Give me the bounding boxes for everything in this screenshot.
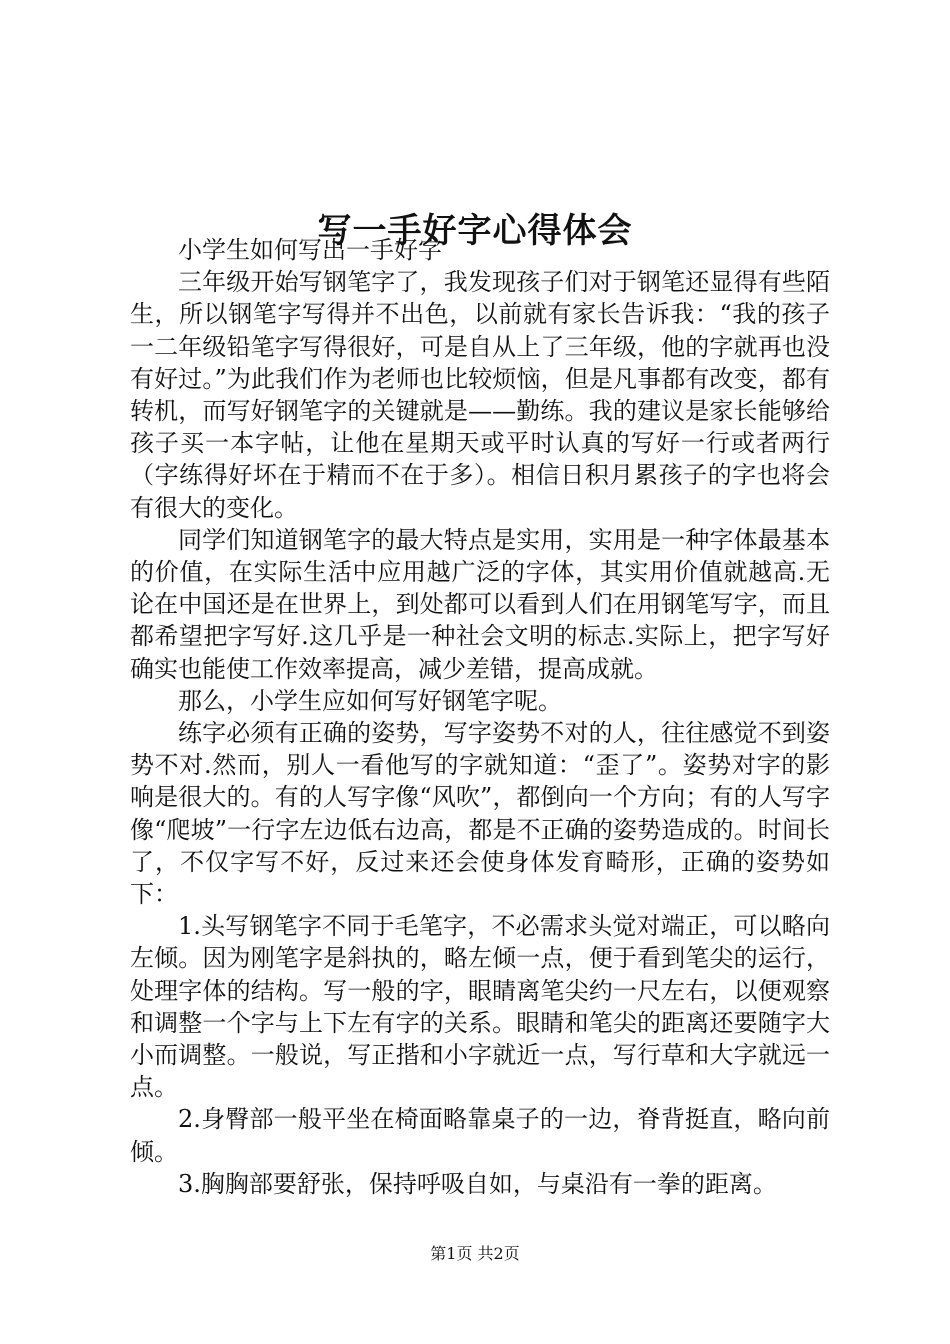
page-footer: 第1页 共2页 — [430, 1244, 520, 1263]
list-item-2: 2.身臀部一般平坐在椅面略靠桌子的一边，脊背挺直，略向前倾。 — [130, 1105, 830, 1166]
document-body — [130, 234, 830, 1200]
list-item-1: 1.头写钢笔字不同于毛笔字，不必需求头觉对端正，可以略向左倾。因为刚笔字是斜执的，略左倾一点，便于看到笔尖的运行，处理字体的结构。写一般的字，眼睛离笔尖约一尺左右，以便观察和调整一个字与上下左有字的关系。眼睛和笔尖的距离还要随字大小而调整。一般说，写正揩和小字就近一点，写行草和大字就远一点。 — [130, 912, 830, 1102]
document-title: 写一手好字心得体会 — [317, 210, 633, 251]
paragraph: 三年级开始写钢笔字了，我发现孩子们对于钢笔还显得有些陌生，所以钢笔字写得并不出色，以前就有家长告诉我：“我的孩子一二年级铅笔字写得很好，可是自从上了三年级，他的字就再也没有好过。”为此我们作为老师也比较烦恼，但是凡事都有改变，都有转机，而写好钢笔字的关键就是——勤练。我的建议是家长能够给孩子买一本字帖，让他在星期天或平时认真的写好一行或者两行（字练得好坏在于精而不在于多）。相信日积月累孩子的字也将会有很大的变化。 — [130, 268, 830, 522]
paragraph: 同学们知道钢笔字的最大特点是实用，实用是一种字体最基本的价值，在实际生活中应用越广泛的字体，其实用价值就越高.无论在中国还是在世界上，到处都可以看到人们在用钢笔写字，而且都希望把字写好.这几乎是一种社会文明的标志.实际上，把字写好确实也能使工作效率提高，减少差错，提高成就。 — [130, 525, 830, 683]
paragraph-subtitle: 小学生如何写出一手好字 — [178, 236, 442, 264]
paragraph: 练字必须有正确的姿势，写字姿势不对的人，往往感觉不到姿势不对.然而，别人一看他写的字就知道：“歪了”。姿势对字的影响是很大的。有的人写字像“风吹”，都倒向一个方向；有的人写字像“爬坡”一行字左边低右边高，都是不正确的姿势造成的。时间长了，不仅字写不好，反过来还会使身体发育畸形，正确的姿势如下： — [130, 719, 830, 909]
paragraph: 那么，小学生应如何写好钢笔字呢。 — [178, 686, 562, 715]
list-item-3: 3.胸胸部要舒张，保持呼吸自如，与桌沿有一拳的距离。 — [178, 1169, 777, 1198]
